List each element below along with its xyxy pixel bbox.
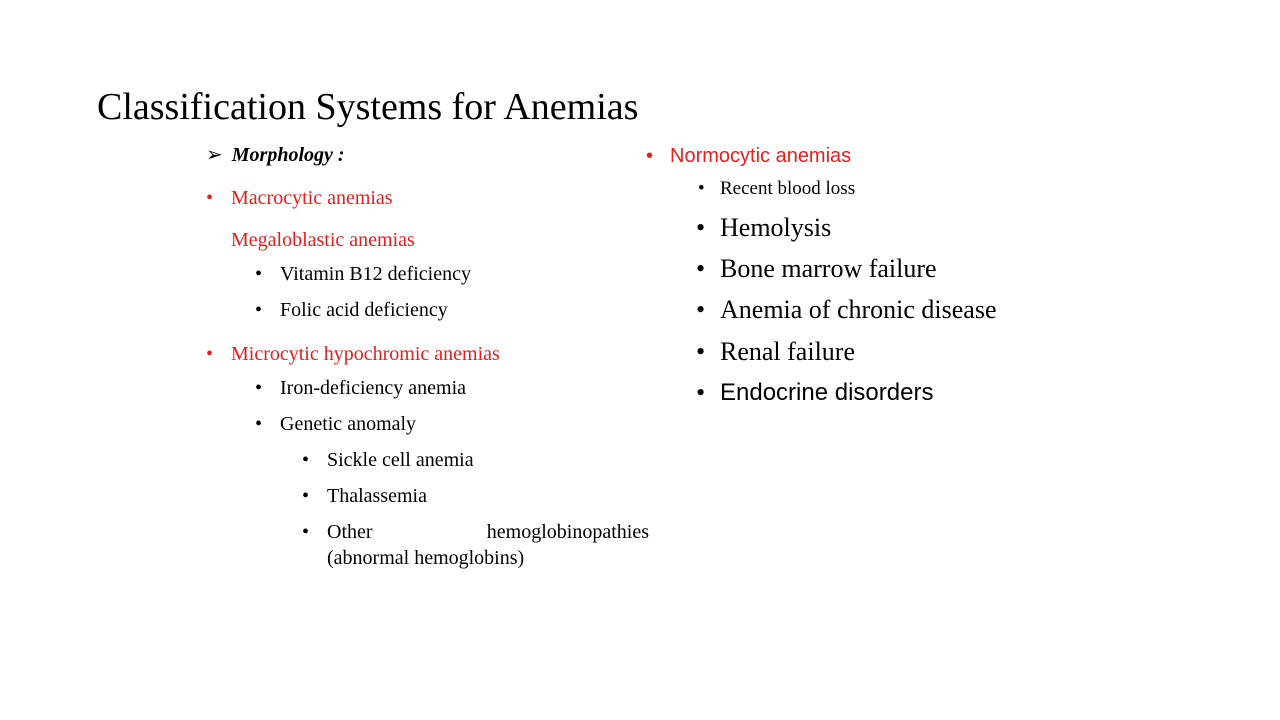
microcytic-label: Microcytic hypochromic anemias — [231, 343, 500, 365]
bullet-icon: • — [302, 521, 310, 543]
morphology-label: Morphology : — [231, 144, 345, 166]
macrocytic-anemias-item — [206, 185, 393, 211]
list-item — [255, 375, 467, 401]
bullet-icon: • — [255, 377, 263, 399]
list-item-text: Bone marrow failure — [720, 254, 937, 283]
list-item-text: Sickle cell anemia — [327, 449, 474, 471]
bullet-icon: • — [302, 485, 310, 507]
bullet-icon: • — [255, 413, 263, 435]
morphology-heading — [206, 142, 345, 168]
bullet-icon: • — [696, 254, 706, 283]
abnormal-hemoglobins-text: (abnormal hemoglobins) — [327, 547, 525, 569]
list-item-text: Thalassemia — [327, 485, 427, 507]
bullet-icon: • — [255, 299, 263, 321]
list-item-text: Anemia of chronic disease — [720, 295, 997, 324]
bullet-icon: • — [696, 337, 706, 366]
list-item-text: Hemolysis — [720, 213, 832, 242]
list-item-text: Folic acid deficiency — [280, 299, 448, 321]
hemoglobinopathies-word: hemoglobinopathies — [486, 521, 649, 543]
list-item — [696, 253, 937, 285]
list-item-text: Vitamin B12 deficiency — [280, 263, 471, 285]
bullet-icon: • — [696, 378, 706, 407]
bullet-icon: • — [698, 178, 705, 199]
list-item-text: Genetic anomaly — [280, 413, 417, 435]
bullet-icon: • — [696, 295, 706, 324]
list-item — [255, 411, 417, 437]
list-item — [698, 177, 856, 201]
list-item-other-hemoglobinopathies — [302, 519, 649, 571]
list-item-text: Endocrine disorders — [720, 379, 934, 406]
microcytic-anemias-item — [206, 341, 500, 367]
list-item — [302, 447, 474, 473]
macrocytic-label: Macrocytic anemias — [231, 187, 393, 209]
list-item — [696, 377, 934, 409]
list-item — [696, 336, 855, 368]
bullet-icon: • — [206, 343, 214, 365]
list-item-text: Renal failure — [720, 337, 855, 366]
list-item — [696, 294, 997, 326]
slide-title: Classification Systems for Anemias — [97, 86, 639, 128]
normocytic-anemias-item — [646, 143, 852, 169]
list-item-text: Recent blood loss — [720, 178, 856, 199]
bullet-icon: • — [206, 187, 214, 209]
normocytic-label: Normocytic anemias — [670, 145, 852, 167]
list-item — [255, 297, 448, 323]
list-item — [696, 212, 832, 244]
bullet-icon: • — [646, 145, 654, 167]
list-item — [255, 261, 471, 287]
bullet-icon: • — [696, 213, 706, 242]
bullet-icon: • — [302, 449, 310, 471]
list-item-text: Iron-deficiency anemia — [280, 377, 467, 399]
megaloblastic-anemias-label: Megaloblastic anemias — [231, 229, 415, 251]
list-item — [302, 483, 427, 509]
arrow-bullet-icon: ➢ — [206, 144, 223, 166]
other-word: Other — [327, 521, 373, 543]
bullet-icon: • — [255, 263, 263, 285]
